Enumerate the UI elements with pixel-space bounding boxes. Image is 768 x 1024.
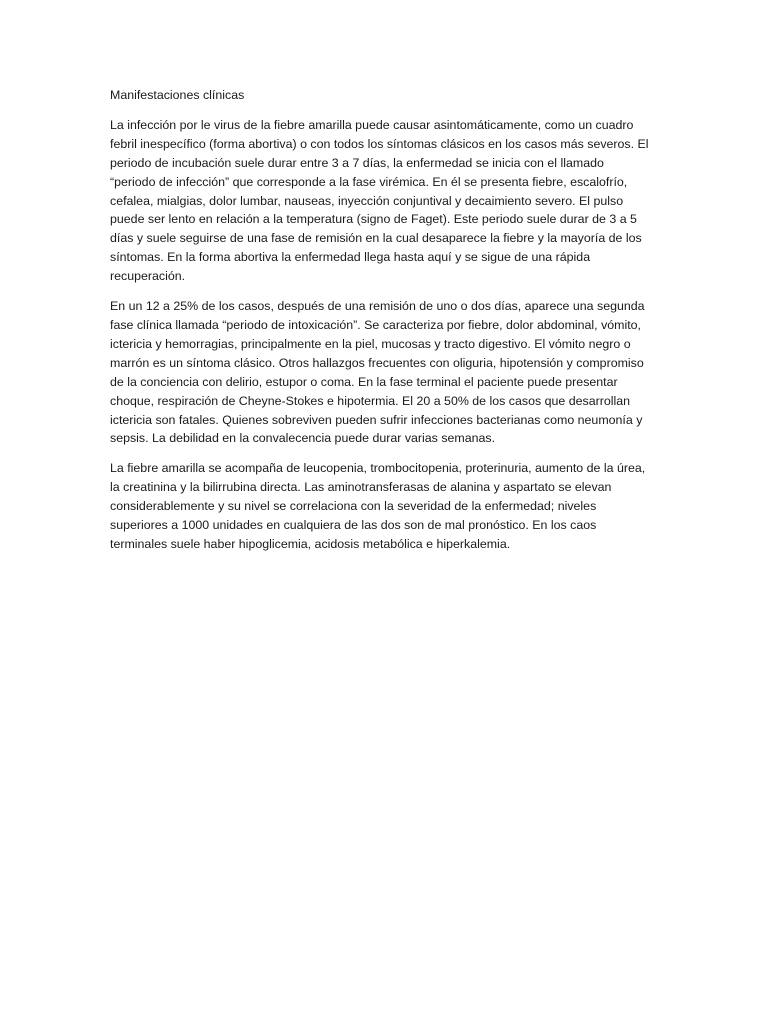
paragraph-3: La fiebre amarilla se acompaña de leucopenia, trombocitopenia, proterinuria, aumento de la úrea, la creatinina y la bilirrubina directa. Las aminotransferasas de alanina y aspartato se elevan considerablemente y su nivel se correlaciona con la severidad de la enfermedad; niveles superiores a 1000 unidades en cualquiera de las dos son de mal pronóstico. En los caos terminales suele haber hipoglicemia, acidosis metabólica e hiperkalemia. xyxy=(110,461,646,551)
section-heading: Manifestaciones clínicas xyxy=(110,88,245,102)
paragraph-2: En un 12 a 25% de los casos, después de una remisión de uno o dos días, aparece una segunda fase clínica llamada “periodo de intoxicación”. Se caracteriza por fiebre, dolor abdominal, vómito, ictericia y hemorragias, principalmente en la piel, mucosas y tracto digestivo. El vómito negro o marrón es un síntoma clásico. Otros hallazgos frecuentes con oliguria, hipotensión y compromiso de la conciencia con delirio, estupor o coma. En la fase terminal el paciente puede presentar choque, respiración de Cheyne-Stokes e hipotermia. El 20 a 50% de los casos que desarrollan ictericia son fatales. Quienes sobreviven pueden sufrir infecciones bacterianas como neumonía y sepsis. La debilidad en la convalecencia puede durar varias semanas. xyxy=(110,299,645,446)
paragraph-1: La infección por le virus de la fiebre amarilla puede causar asintomáticamente, como un cuadro febril inespecífico (forma abortiva) o con todos los síntomas clásicos en los casos más severos. El periodo de incubación suele durar entre 3 a 7 días, la enfermedad se inicia con el llamado “periodo de infección” que corresponde a la fase virémica. En él se presenta fiebre, escalofrío, cefalea, mialgias, dolor lumbar, nauseas, inyección conjuntival y decaimiento severo. El pulso puede ser lento en relación a la temperatura (signo de Faget). Este periodo suele durar de 3 a 5 días y suele seguirse de una fase de remisión en la cual desaparece la fiebre y la mayoría de los síntomas. En la forma abortiva la enfermedad llega hasta aquí y se sigue de una rápida recuperación. xyxy=(110,117,649,284)
document-body xyxy=(110,86,650,565)
